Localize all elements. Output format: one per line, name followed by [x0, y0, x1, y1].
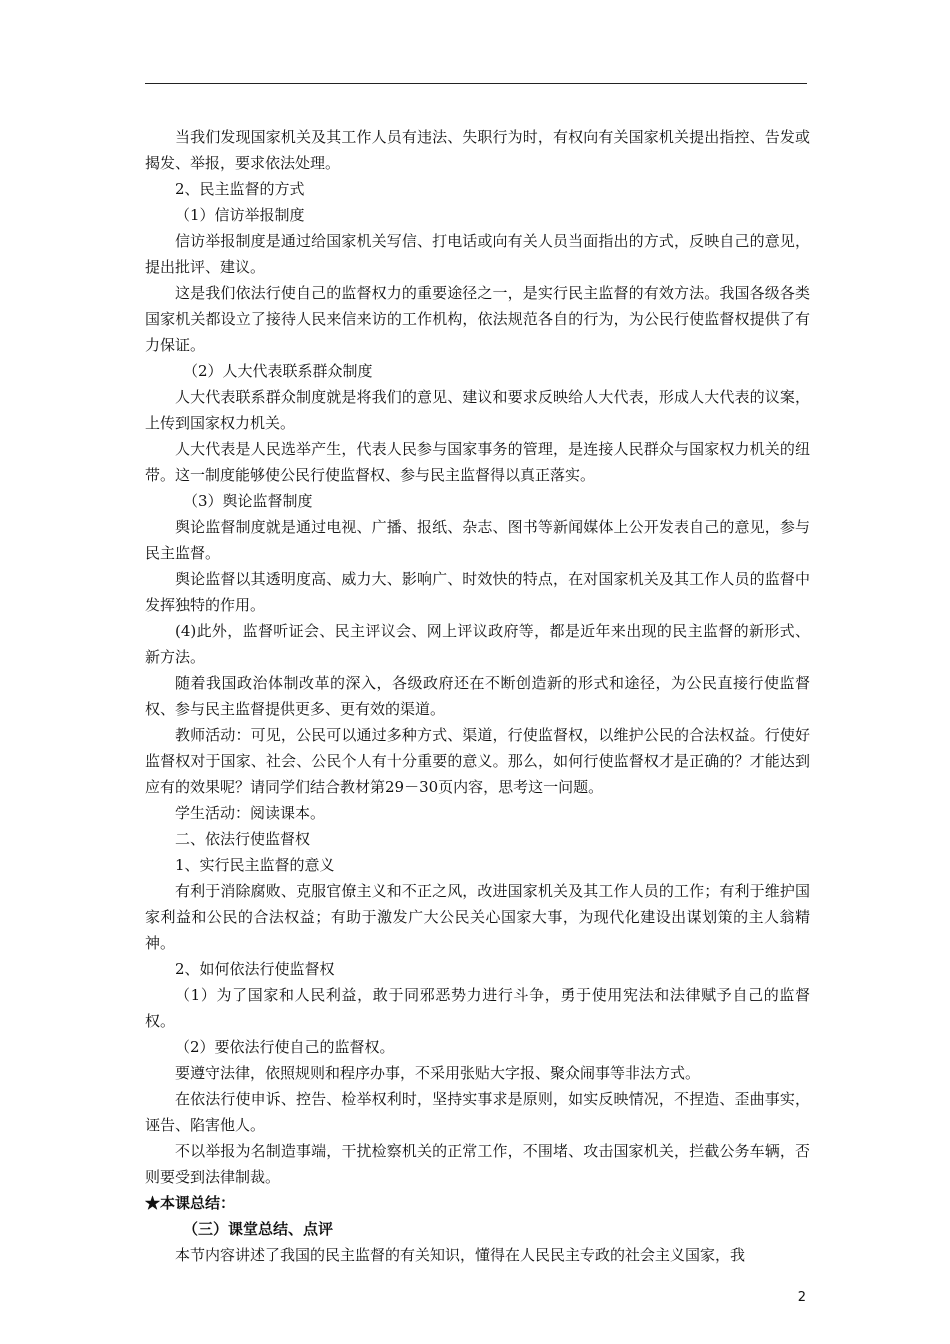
paragraph: 本节内容讲述了我国的民主监督的有关知识，懂得在人民民主专政的社会主义国家，我 [175, 1246, 746, 1264]
paragraph: 这是我们依法行使自己的监督权力的重要途径之一，是实行民主监督的有效方法。我国各级各类国家机关都设立了接待人民来信来访的工作机构，依法规范各自的行为，为公民行使监督权提供了有力保证。 [145, 284, 810, 354]
paragraph: 学生活动：阅读课本。 [175, 804, 326, 822]
document-body [145, 124, 810, 1268]
paragraph: 随着我国政治体制改革的深入，各级政府还在不断创造新的形式和途径，为公民直接行使监督权、参与民主监督提供更多、更有效的渠道。 [145, 674, 810, 718]
paragraph: （1）信访举报制度 [175, 206, 305, 224]
page-number: 2 [797, 1290, 806, 1305]
paragraph: （2）人大代表联系群众制度 [183, 362, 373, 380]
header-rule [145, 83, 807, 84]
paragraph: 1、实行民主监督的意义 [175, 856, 335, 874]
paragraph: 教师活动：可见，公民可以通过多种方式、渠道，行使监督权，以维护公民的合法权益。行使好监督权对于国家、社会、公民个人有十分重要的意义。那么，如何行使监督权才是正确的？才能达到应有的效果呢？请同学们结合教材第29－30页内容，思考这一问题。 [145, 726, 810, 796]
paragraph: 2、如何依法行使监督权 [175, 960, 335, 978]
paragraph: 当我们发现国家机关及其工作人员有违法、失职行为时，有权向有关国家机关提出指控、告发或揭发、举报，要求依法处理。 [145, 128, 810, 172]
paragraph: 二、依法行使监督权 [175, 830, 311, 848]
paragraph: 要遵守法律，依照规则和程序办事，不采用张贴大字报、聚众闹事等非法方式。 [175, 1064, 701, 1082]
paragraph: 2、民主监督的方式 [175, 180, 305, 198]
paragraph: 有利于消除腐败、克服官僚主义和不正之风，改进国家机关及其工作人员的工作；有利于维护国家利益和公民的合法权益；有助于激发广大公民关心国家大事，为现代化建设出谋划策的主人翁精神。 [145, 882, 810, 952]
paragraph: 在依法行使申诉、控告、检举权利时，坚持实事求是原则，如实反映情况，不捏造、歪曲事实，诬告、陷害他人。 [145, 1090, 810, 1134]
paragraph: 不以举报为名制造事端，干扰检察机关的正常工作，不围堵、攻击国家机关，拦截公务车辆，否则要受到法律制裁。 [145, 1142, 810, 1186]
paragraph: 人大代表是人民选举产生，代表人民参与国家事务的管理，是连接人民群众与国家权力机关的纽带。这一制度能够使公民行使监督权、参与民主监督得以真正落实。 [145, 440, 810, 484]
paragraph: （3）舆论监督制度 [183, 492, 313, 510]
paragraph: （三）课堂总结、点评 [183, 1220, 334, 1238]
paragraph: 舆论监督以其透明度高、威力大、影响广、时效快的特点，在对国家机关及其工作人员的监督中发挥独特的作用。 [145, 570, 810, 614]
paragraph: ★本课总结： [145, 1194, 236, 1212]
paragraph: 舆论监督制度就是通过电视、广播、报纸、杂志、图书等新闻媒体上公开发表自己的意见，参与民主监督。 [145, 518, 810, 562]
paragraph: （2）要依法行使自己的监督权。 [175, 1038, 395, 1056]
paragraph: （1）为了国家和人民利益，敢于同邪恶势力进行斗争，勇于使用宪法和法律赋予自己的监督权。 [145, 986, 810, 1030]
paragraph: (4)此外，监督听证会、民主评议会、网上评议政府等，都是近年来出现的民主监督的新形式、新方法。 [145, 622, 810, 666]
paragraph: 信访举报制度是通过给国家机关写信、打电话或向有关人员当面指出的方式，反映自己的意见，提出批评、建议。 [145, 232, 810, 276]
paragraph: 人大代表联系群众制度就是将我们的意见、建议和要求反映给人大代表，形成人大代表的议案，上传到国家权力机关。 [145, 388, 810, 432]
